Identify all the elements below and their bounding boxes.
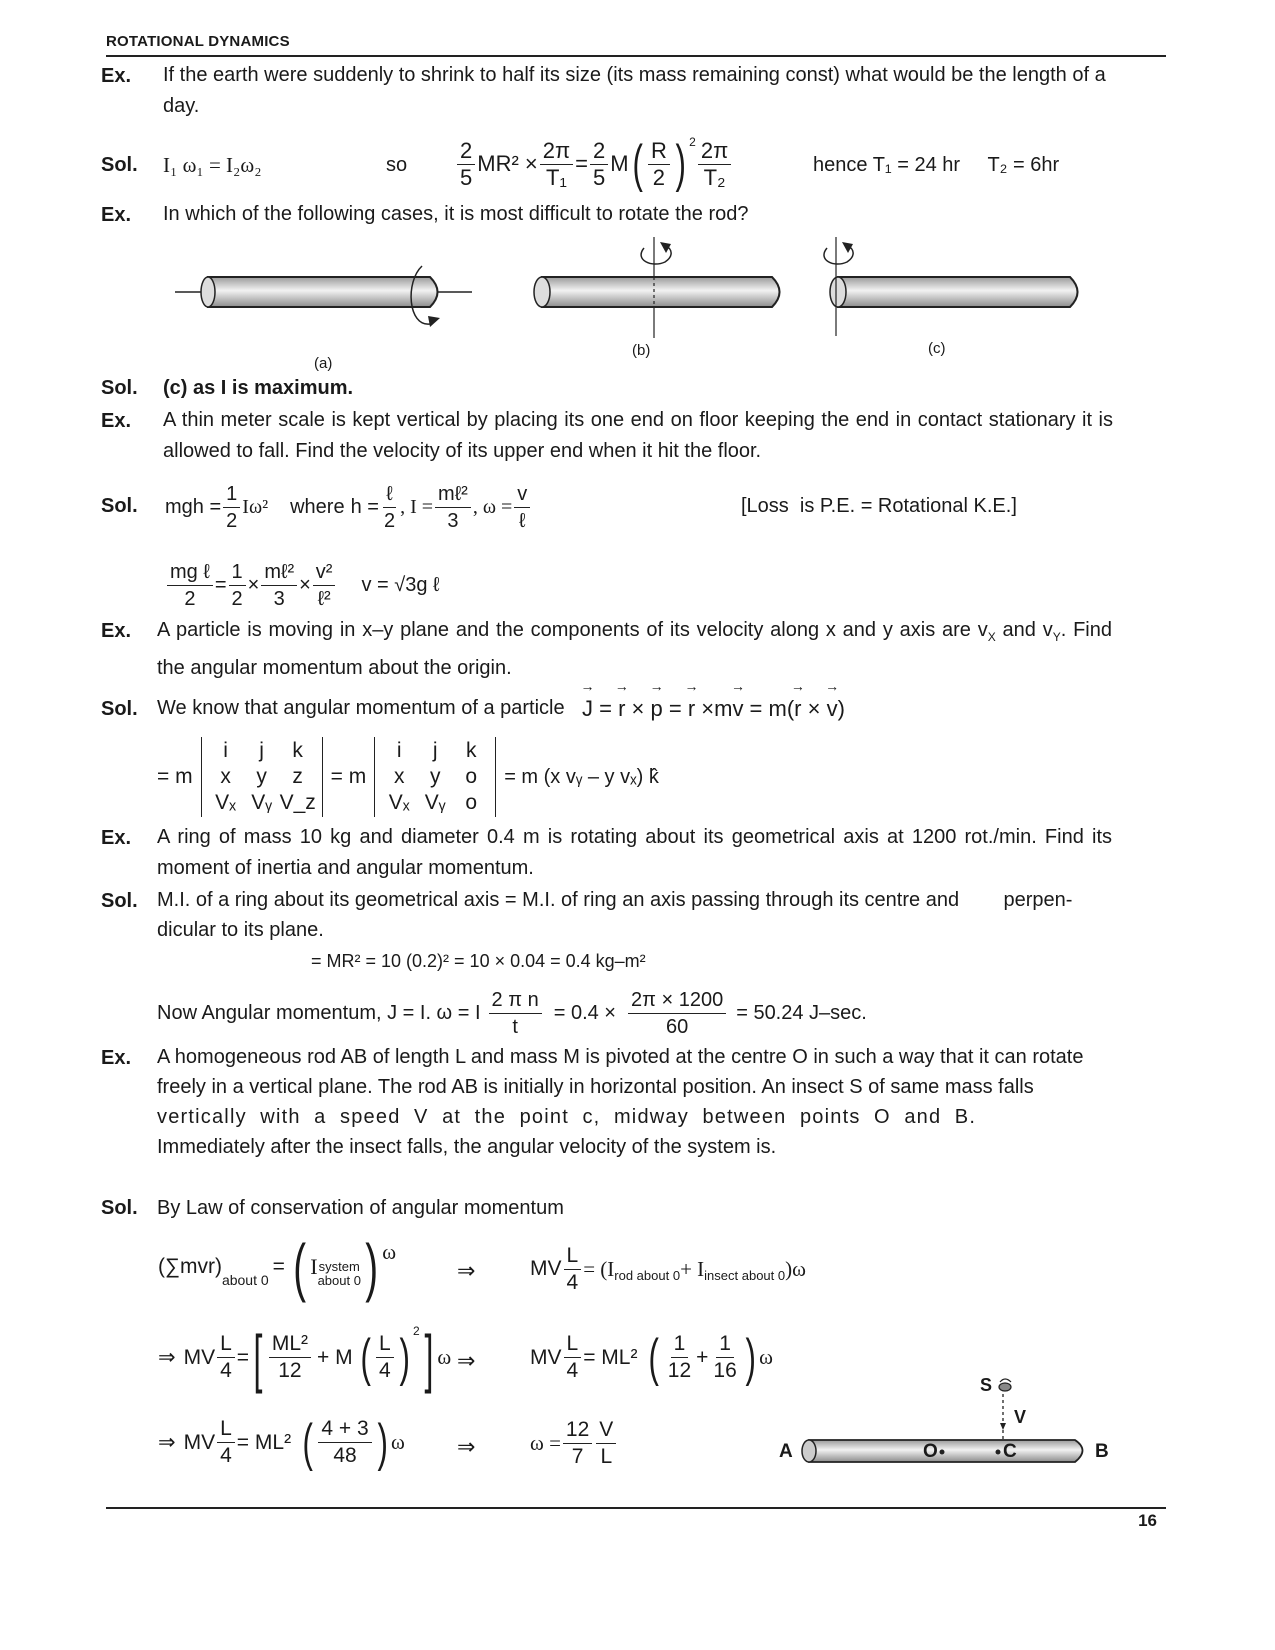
ex3-equation-2: $\frac{\text{mg ℓ}}{2}$ = $\frac{1}{2}$ × $\frac{\text{mℓ²}}{3}$ × $\frac{\text{v²}}{\text{ℓ²}}$ v = √3g ℓ: [165, 556, 440, 614]
implies-arrow-icon: ⇒: [457, 1258, 476, 1283]
sol-label: Sol.: [101, 495, 138, 517]
ex4-question: A particle is moving in x–y plane and the components of its velocity along x and y axis are $v_X$ and $v_Y$. Find the angular momentum about the origin.: [157, 619, 1112, 679]
ex1-sol-lhs: I₁ ω₁ = I₂ω₂: [163, 153, 262, 177]
point-c-icon: [996, 1450, 1001, 1455]
ex-label: Ex.: [101, 620, 132, 642]
label-S: S: [980, 1375, 993, 1395]
label-A: A: [779, 1441, 793, 1462]
sol-label: Sol.: [101, 154, 138, 176]
insect-icon: [999, 1379, 1011, 1391]
caption-a: (a): [314, 355, 333, 372]
label-B: B: [1095, 1441, 1109, 1462]
ex5-mi-equation: = MR² = 10 (0.2)² = 10 × 0.04 = 0.4 kg–m²: [311, 951, 646, 971]
ex6-question-line3: vertically with a speed V at the point c, midway between points O and B.: [157, 1106, 977, 1128]
footer-rule: [106, 1507, 1166, 1509]
ex6-question-line1: A homogeneous rod AB of length L and mass M is pivoted at the centre O in such a way that it can rotate: [157, 1046, 1084, 1068]
determinant-2: i j k x y o Vₓ Vᵧ o: [374, 737, 496, 817]
sol-label: Sol.: [101, 890, 138, 912]
label-V: V: [1014, 1407, 1027, 1427]
ex2-solution: (c) as I is maximum.: [163, 377, 354, 399]
ex5-sol-line1: M.I. of a ring about its geometrical axis = M.I. of ring an axis passing through its centre and perpen-: [157, 889, 1073, 911]
header-rule: [106, 55, 1166, 57]
ex3-equation-1: mgh = $\frac{1}{2}$ Iω² where h = $\frac{\text{ℓ}}{2}$ , I = $\frac{\text{mℓ²}}{3}$ , ω = $\frac{v}{\text{ℓ}}$: [165, 478, 532, 536]
implies-arrow-icon: ⇒: [457, 1434, 476, 1459]
ex6-row1-left: (∑mvr) $_{about 0}$ = ( I system about 0 ) ω: [158, 1231, 397, 1303]
ex5-am-equation: Now Angular momentum, J = I. ω = I $\frac{\text{2 π n}}{t}$ = 0.4 × $\frac{2\pi \times 1200}{60}$ = 50.24 J–sec.: [157, 988, 867, 1038]
ex-label: Ex.: [101, 827, 132, 849]
ex6-question-line2: freely in a vertical plane. The rod AB is initially in horizontal position. An insect S of same mass falls: [157, 1076, 1034, 1098]
ex5-question: A ring of mass 10 kg and diameter 0.4 m is rotating about its geometrical axis at 1200 rot./min. Find its moment of inertia and angular momentum.: [157, 826, 1112, 879]
pivot-point-icon: [940, 1450, 945, 1455]
determinant-1: i j k x y z Vₓ Vᵧ V_z: [201, 737, 323, 817]
ex6-row1-right: MV $\frac{L}{4}$ = (I $_{rod about 0}$ + I $_{insect about 0}$ )ω: [530, 1243, 806, 1294]
ex1-question: If the earth were suddenly to shrink to half its size (its mass remaining const) what would be the length of a day.: [163, 64, 1106, 117]
ex5-sol-line2: dicular to its plane.: [157, 919, 324, 941]
ex6-row2-left: ⇒ MV $\frac{L}{4}$ = [ $\frac{\text{ML²}}{12}$ + M ( $\frac{L}{4}$ ) $^2$ ] ω: [158, 1321, 452, 1394]
ex6-question-line4: Immediately after the insect falls, the angular velocity of the system is.: [157, 1136, 777, 1158]
ex2-question: In which of the following cases, it is most difficult to rotate the rod?: [163, 203, 749, 225]
rod-a-icon: [175, 266, 472, 327]
page-number: 16: [1138, 1511, 1157, 1530]
rod-b-icon: [534, 237, 780, 338]
rod-insect-figure: [775, 1370, 1125, 1480]
ex3-question: A thin meter scale is kept vertical by placing its one end on floor keeping the end in contact stationary it is allowed to fall. Find the velocity of its upper end when it hit the floor.: [163, 409, 1113, 462]
running-header: ROTATIONAL DYNAMICS: [106, 33, 290, 50]
caption-c: (c): [928, 340, 946, 357]
ex3-note: [Loss is P.E. = Rotational K.E.]: [741, 495, 1017, 517]
ex4-determinant-equation: = m i j k x y z Vₓ Vᵧ V_z = m i j k x y o Vₓ Vᵧ o = m (x vᵧ – y vₓ) k̂: [157, 737, 659, 817]
implies-arrow-icon: ⇒: [457, 1348, 476, 1373]
ex-label: Ex.: [101, 410, 132, 432]
rod-c-icon: [824, 237, 1078, 336]
sol-label: Sol.: [101, 698, 138, 720]
ex-label: Ex.: [101, 1047, 132, 1069]
label-O: O: [923, 1441, 938, 1462]
sol-label: Sol.: [101, 1197, 138, 1219]
ex6-row2-right: MV $\frac{L}{4}$ = ML² ( $\frac{1}{12}$ + $\frac{1}{16}$ ) ω: [530, 1328, 773, 1387]
caption-b: (b): [632, 342, 651, 359]
ex4-sol-text: We know that angular momentum of a particle: [157, 697, 565, 719]
ex-label: Ex.: [101, 65, 132, 87]
ex1-so: so: [386, 154, 408, 176]
ex6-row3-left: ⇒ MV $\frac{L}{4}$ = ML² ( $\frac{4 + 3}{48}$ ) ω: [158, 1413, 405, 1472]
ex-label: Ex.: [101, 204, 132, 226]
ex6-row3-right: ω = $\frac{12}{7}$ $\frac{V}{L}$: [530, 1413, 618, 1473]
sol-label: Sol.: [101, 377, 138, 399]
ex4-vector-equation: → J = → r × → p = → r ×m→ v = m(→ r × → v): [582, 696, 845, 722]
ex1-equation: $\frac{2}{5}$ MR² × $\frac{2\pi}{\text{T₁}}$ = $\frac{2}{5}$ M ( $\frac{R}{2}$ ) $^2$ $\frac{2\pi}{\text{T₂}}$: [455, 133, 733, 195]
label-C: C: [1003, 1441, 1017, 1462]
ex6-sol-text: By Law of conservation of angular momentum: [157, 1197, 564, 1219]
ex1-result: hence T₁ = 24 hr T₂ = 6hr: [813, 154, 1060, 176]
